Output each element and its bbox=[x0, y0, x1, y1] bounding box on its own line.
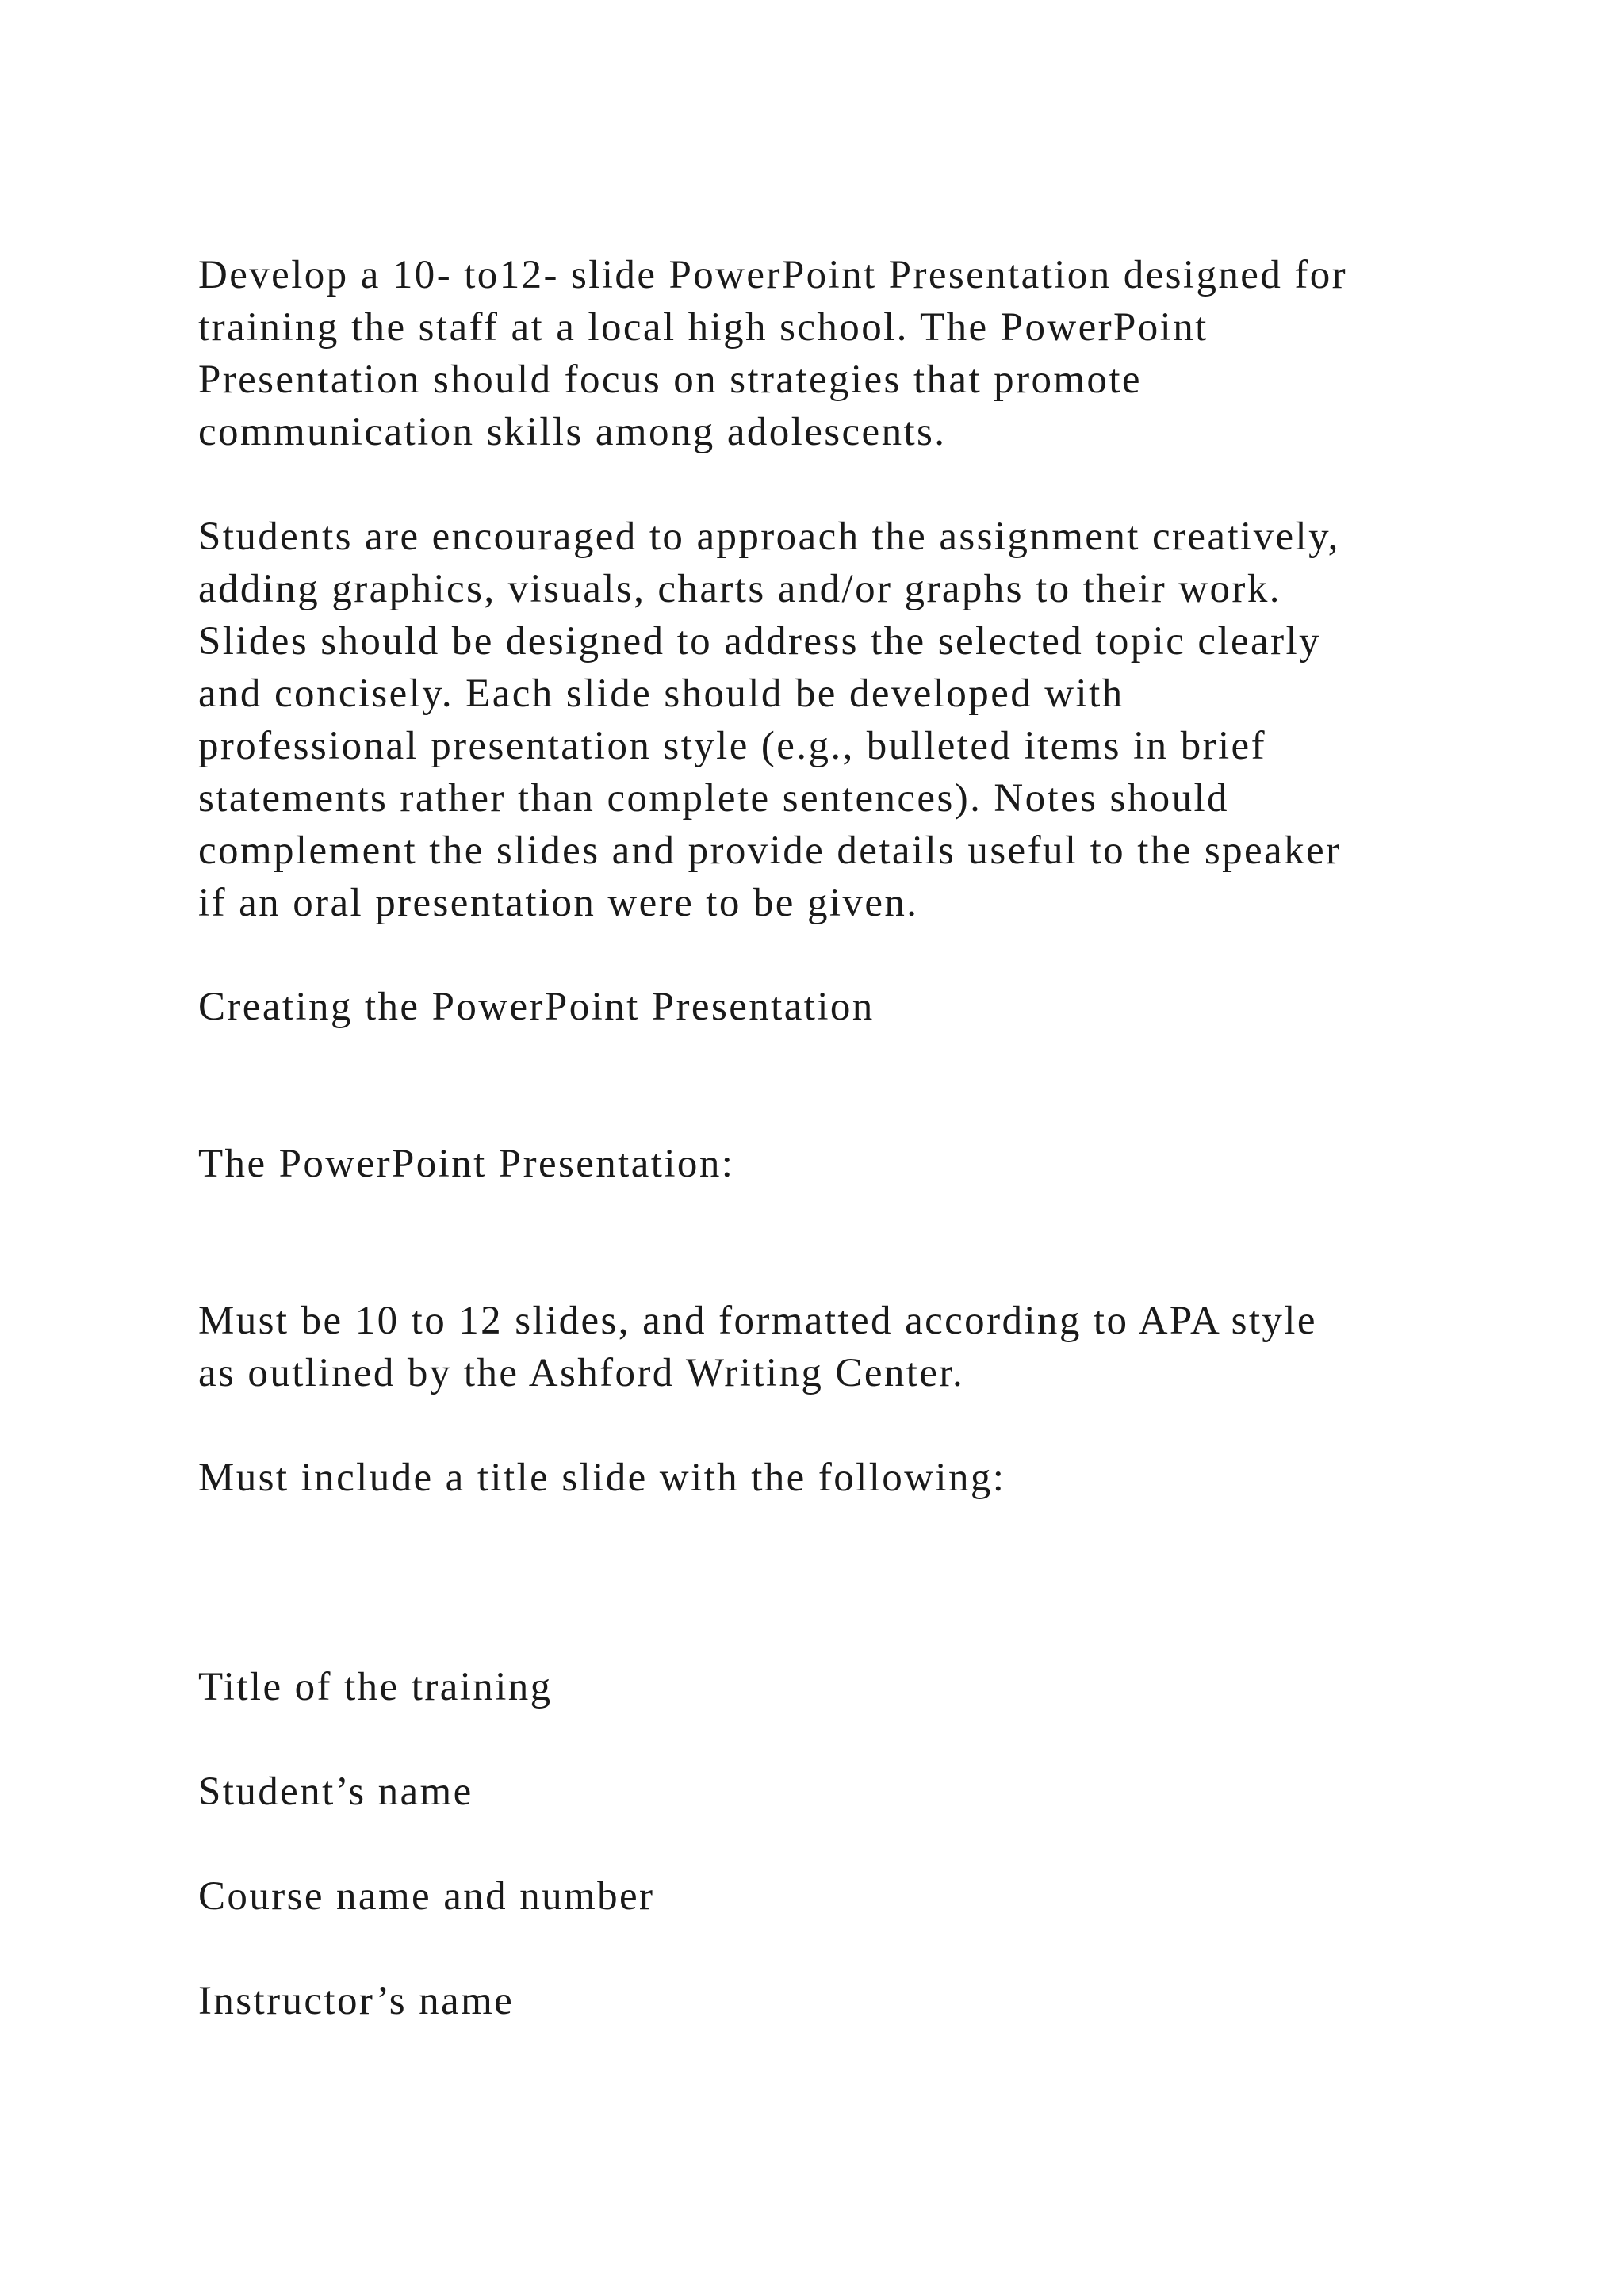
requirement-title-slide: Must include a title slide with the following: bbox=[198, 1456, 1006, 1500]
assignment-intro-paragraph: Develop a 10- to12- slide PowerPoint Presentation designed for training the staff at a local high school. The PowerPoint Presentation should focus on strategies that promote communication skills among adolescents. bbox=[198, 253, 1348, 454]
requirement-slide-count: Must be 10 to 12 slides, and formatted according to APA style as outlined by the Ashford Writing Center. bbox=[198, 1299, 1317, 1395]
title-slide-item-student-name: Student’s name bbox=[198, 1770, 473, 1814]
title-slide-item-course: Course name and number bbox=[198, 1874, 655, 1919]
assignment-guidance-paragraph: Students are encouraged to approach the assignment creatively, adding graphics, visuals, charts and/or graphs to their work. Slides should be designed to address the selected topic clearly and concisely. Each slide should be developed with professional presentation style (e.g., bulleted items in brief statements rather than complete sentences). Notes should complement the slides and provide details useful to the speaker if an oral presentation were to be given. bbox=[198, 515, 1342, 925]
title-slide-item-training-title: Title of the training bbox=[198, 1665, 553, 1709]
title-slide-item-instructor: Instructor’s name bbox=[198, 1979, 515, 2023]
section-heading-creating: Creating the PowerPoint Presentation bbox=[198, 985, 875, 1029]
section-heading-presentation: The PowerPoint Presentation: bbox=[198, 1142, 735, 1186]
